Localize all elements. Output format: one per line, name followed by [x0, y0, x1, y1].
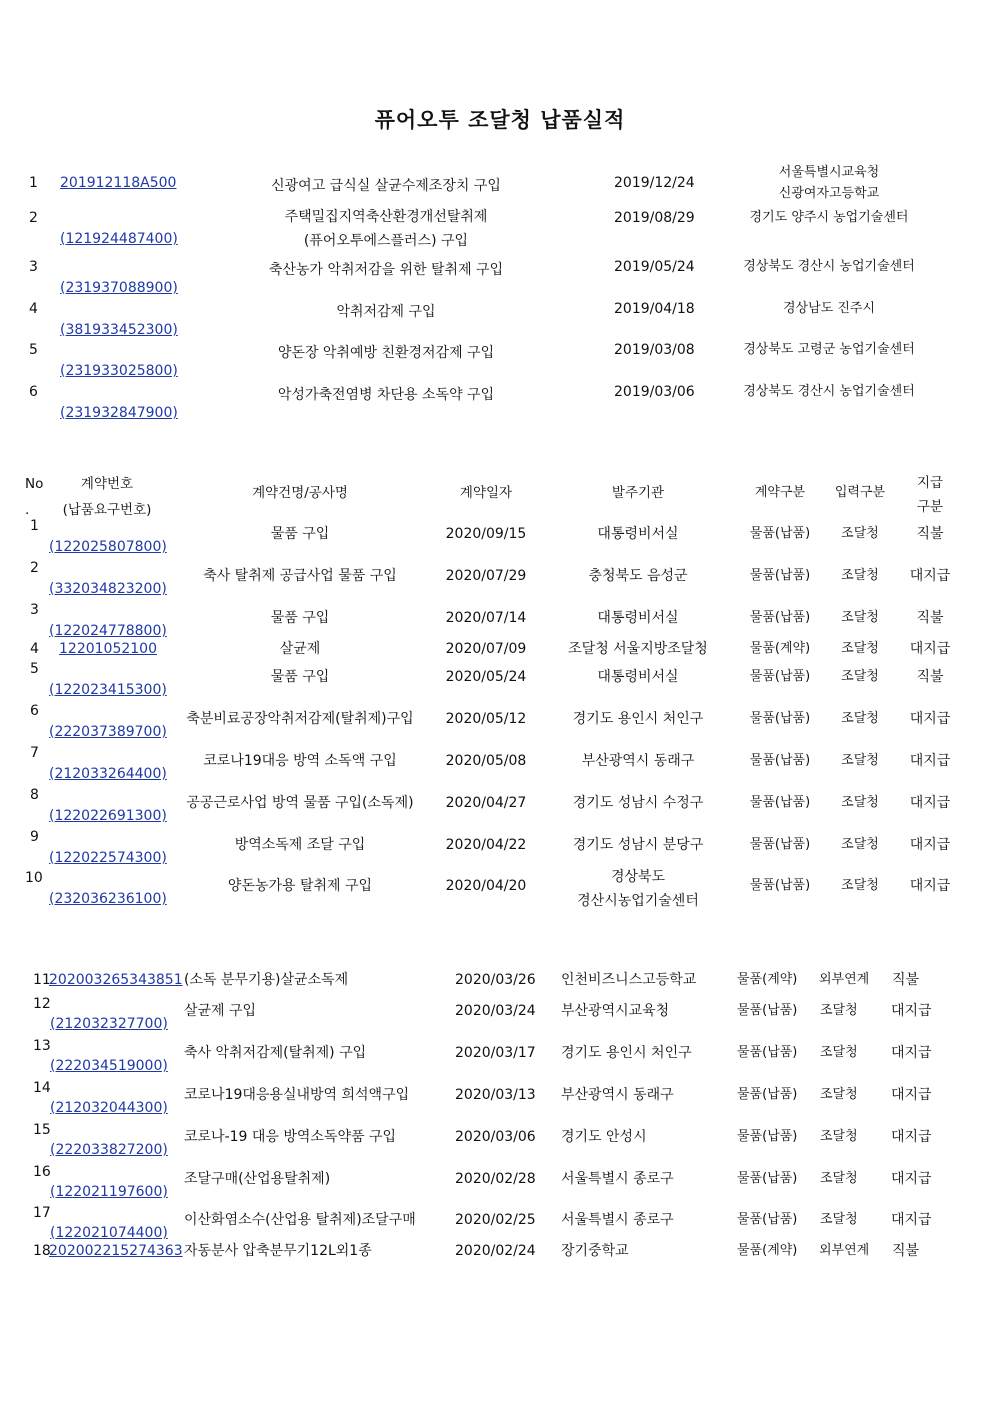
input-type: 조달청	[841, 837, 879, 852]
ordering-agency: 부산광역시교육청	[561, 1003, 670, 1019]
contract-date: 2020/02/25	[455, 1212, 536, 1228]
contract-date: 2020/09/15	[445, 526, 527, 542]
record-number: 1	[29, 175, 38, 191]
contract-title: 악취저감제 구입	[336, 304, 436, 320]
ordering-agency: 충청북도 음성군	[588, 568, 688, 584]
contract-date: 2020/02/28	[455, 1171, 536, 1187]
payment-type: 대지급	[909, 711, 951, 727]
record-number: 13	[33, 1038, 51, 1054]
record-number: 12	[33, 996, 51, 1012]
contract-title: 코로나-19 대응 방역소독약품 구입	[184, 1129, 397, 1145]
header-contract-number: 계약번호 (납품요구번호)	[62, 476, 152, 518]
ordering-agency: 경기도 용인시 처인구	[561, 1045, 692, 1061]
payment-type: 대지급	[891, 1087, 932, 1103]
order-code-link[interactable]: (122025807800)	[49, 539, 167, 555]
header-payment-type: 지급 구분	[916, 475, 944, 515]
input-type: 조달청	[841, 878, 879, 893]
contract-type: 물품(납품)	[749, 526, 811, 541]
contract-title: 축분비료공장악취저감제(탈취제)구입	[186, 711, 414, 727]
contract-title: 물품 구입	[270, 526, 330, 542]
contract-date: 2020/05/08	[445, 753, 527, 769]
contract-type: 물품(납품)	[749, 669, 811, 684]
ordering-agency: 서울특별시 종로구	[561, 1171, 674, 1187]
contract-title: 코로나19대응 방역 소독액 구입	[203, 753, 397, 769]
record-number: 11	[33, 972, 51, 988]
order-code-link[interactable]: (122023415300)	[49, 682, 167, 698]
ordering-agency: 대통령비서실	[597, 669, 679, 685]
ordering-agency: 장기중학교	[561, 1243, 629, 1259]
ordering-agency: 경기도 안성시	[561, 1129, 647, 1145]
record-number: 2	[30, 560, 39, 576]
payment-type: 직불	[916, 526, 944, 542]
record-number: 7	[30, 745, 39, 761]
contract-type: 물품(납품)	[737, 1129, 798, 1144]
payment-type: 대지급	[909, 795, 951, 811]
contract-type: 물품(계약)	[737, 1243, 798, 1258]
payment-type: 대지급	[909, 753, 951, 769]
contract-type: 물품(납품)	[737, 1087, 798, 1102]
contract-type: 물품(납품)	[749, 753, 811, 768]
input-type: 조달청	[841, 753, 879, 768]
order-code-link[interactable]: (231933025800)	[60, 363, 178, 379]
order-code-link[interactable]: (122022574300)	[49, 850, 167, 866]
record-number: 14	[33, 1080, 51, 1096]
header-contract-date: 계약일자	[459, 485, 513, 501]
payment-type: 대지급	[891, 1045, 932, 1061]
contract-type: 물품(납품)	[749, 711, 811, 726]
header-no: No .	[25, 476, 44, 518]
page-title: 퓨어오투 조달청 납품실적	[374, 108, 626, 132]
payment-type: 직불	[916, 669, 944, 685]
input-type: 조달청	[841, 526, 879, 541]
record-number: 9	[30, 829, 39, 845]
contract-title: 양돈농가용 탈취제 구입	[227, 878, 373, 894]
order-code-link[interactable]: (212032044300)	[50, 1100, 168, 1116]
contract-date: 2020/03/06	[455, 1129, 536, 1145]
contract-title: 악성가축전염병 차단용 소독약 구입	[277, 387, 495, 403]
contract-date: 2020/05/12	[445, 711, 527, 727]
order-code-link[interactable]: 202003265343851	[49, 972, 183, 988]
record-number: 6	[30, 703, 39, 719]
input-type: 조달청	[820, 1129, 858, 1144]
record-number: 16	[33, 1164, 51, 1180]
contract-date: 2020/04/22	[445, 837, 527, 853]
contract-date: 2019/12/24	[614, 175, 695, 191]
input-type: 조달청	[820, 1045, 858, 1060]
contract-date: 2020/07/14	[445, 610, 527, 626]
input-type: 외부연계	[819, 1243, 870, 1258]
contract-date: 2020/05/24	[445, 669, 527, 685]
contract-date: 2019/05/24	[614, 259, 695, 275]
record-number: 8	[30, 787, 39, 803]
order-code-link[interactable]: (231937088900)	[60, 280, 178, 296]
record-number: 5	[29, 342, 38, 358]
contract-title: 물품 구입	[270, 669, 330, 685]
record-number: 18	[33, 1243, 51, 1259]
order-code-link[interactable]: 12201052100	[59, 641, 157, 657]
payment-type: 대지급	[891, 1003, 932, 1019]
contract-date: 2019/03/06	[614, 384, 695, 400]
ordering-agency: 인천비즈니스고등학교	[561, 972, 697, 988]
header-input-type: 입력구분	[834, 485, 886, 500]
order-code-link[interactable]: (212033264400)	[49, 766, 167, 782]
record-number: 3	[30, 602, 39, 618]
ordering-agency: 대통령비서실	[597, 610, 679, 626]
input-type: 조달청	[841, 610, 879, 625]
ordering-agency: 경기도 성남시 분당구	[572, 837, 704, 853]
input-type: 조달청	[841, 641, 879, 656]
payment-type: 대지급	[891, 1129, 932, 1145]
ordering-agency: 조달청 서울지방조달청	[568, 641, 708, 657]
order-code-link[interactable]: (222034519000)	[50, 1058, 168, 1074]
contract-title: 살균제	[279, 641, 321, 657]
contract-title: 살균제 구입	[184, 1003, 257, 1019]
contract-date: 2020/03/26	[455, 972, 536, 988]
contract-title: 물품 구입	[270, 610, 330, 626]
input-type: 조달청	[841, 669, 879, 684]
contract-type: 물품(납품)	[749, 795, 811, 810]
ordering-agency: 경기도 용인시 처인구	[572, 711, 704, 727]
contract-date: 2020/07/09	[445, 641, 527, 657]
ordering-agency: 경기도 양주시 농업기술센터	[749, 210, 909, 225]
ordering-agency: 경상북도 경산시 농업기술센터	[743, 384, 915, 399]
input-type: 조달청	[820, 1003, 858, 1018]
contract-type: 물품(계약)	[737, 972, 798, 987]
payment-type: 대지급	[891, 1212, 932, 1228]
order-code-link[interactable]: (122021074400)	[50, 1225, 168, 1241]
contract-type: 물품(납품)	[749, 878, 811, 893]
payment-type: 대지급	[909, 641, 951, 657]
record-number: 17	[33, 1205, 51, 1221]
header-contract-title: 계약건명/공사명	[252, 485, 348, 501]
contract-date: 2020/03/17	[455, 1045, 536, 1061]
contract-title: 공공근로사업 방역 물품 구입(소독제)	[186, 795, 414, 811]
ordering-agency: 부산광역시 동래구	[581, 753, 695, 769]
contract-date: 2020/03/13	[455, 1087, 536, 1103]
payment-type: 대지급	[909, 878, 951, 894]
record-number: 4	[29, 301, 38, 317]
record-number: 15	[33, 1122, 51, 1138]
contract-title: 코로나19대응용실내방역 희석액구입	[184, 1087, 410, 1103]
contract-title: 신광여고 급식실 살균수제조장치 구입	[271, 178, 501, 194]
input-type: 조달청	[841, 568, 879, 583]
record-number: 1	[30, 518, 39, 534]
input-type: 조달청	[841, 711, 879, 726]
contract-date: 2020/04/20	[445, 878, 527, 894]
record-number: 5	[30, 661, 39, 677]
contract-type: 물품(계약)	[749, 641, 811, 656]
contract-type: 물품(납품)	[749, 568, 811, 583]
ordering-agency: 경상북도 경산시농업기술센터	[577, 869, 699, 909]
contract-date: 2019/08/29	[614, 210, 695, 226]
contract-title: 자동분사 압축분무기12L외1종	[184, 1243, 372, 1259]
header-ordering-agency: 발주기관	[611, 485, 665, 501]
contract-type: 물품(납품)	[749, 837, 811, 852]
contract-type: 물품(납품)	[749, 610, 811, 625]
contract-date: 2020/04/27	[445, 795, 527, 811]
record-number: 10	[25, 870, 43, 886]
record-number: 6	[29, 384, 38, 400]
order-code-link[interactable]: (332034823200)	[49, 581, 167, 597]
order-code-link[interactable]: 201912118A500	[60, 175, 177, 191]
contract-type: 물품(납품)	[737, 1212, 798, 1227]
ordering-agency: 경상남도 진주시	[782, 301, 876, 316]
contract-date: 2020/03/24	[455, 1003, 536, 1019]
order-code-link[interactable]: (222033827200)	[50, 1142, 168, 1158]
payment-type: 대지급	[909, 837, 951, 853]
input-type: 조달청	[820, 1087, 858, 1102]
ordering-agency: 경상북도 고령군 농업기술센터	[743, 342, 915, 357]
order-code-link[interactable]: (122024778800)	[49, 623, 167, 639]
order-code-link[interactable]: (232036236100)	[49, 891, 167, 907]
payment-type: 직불	[892, 972, 920, 988]
input-type: 조달청	[841, 795, 879, 810]
payment-type: 대지급	[891, 1171, 932, 1187]
contract-title: 이산화염소수(산업용 탈취제)조달구매	[184, 1212, 416, 1228]
contract-date: 2020/02/24	[455, 1243, 536, 1259]
contract-title: (소독 분무기용)살균소독제	[184, 972, 349, 988]
order-code-link[interactable]: (121924487400)	[60, 231, 178, 247]
payment-type: 직불	[892, 1243, 920, 1259]
contract-title: 축사 탈취제 공급사업 물품 구입	[203, 568, 397, 584]
ordering-agency: 대통령비서실	[597, 526, 679, 542]
contract-title: 축사 악취저감제(탈취제) 구입	[184, 1045, 367, 1061]
order-code-link[interactable]: (122021197600)	[50, 1184, 168, 1200]
header-contract-type: 계약구분	[754, 485, 806, 500]
order-code-link[interactable]: (212032327700)	[50, 1016, 168, 1032]
payment-type: 대지급	[909, 568, 951, 584]
contract-title: 방역소독제 조달 구입	[234, 837, 366, 853]
contract-type: 물품(납품)	[737, 1003, 798, 1018]
ordering-agency: 경상북도 경산시 농업기술센터	[743, 259, 915, 274]
contract-title: 양돈장 악취예방 친환경저감제 구입	[277, 345, 495, 361]
input-type: 조달청	[820, 1212, 858, 1227]
order-code-link[interactable]: 202002215274363	[49, 1243, 183, 1259]
contract-type: 물품(납품)	[737, 1171, 798, 1186]
contract-title: 주택밀집지역축산환경개선탈취제 (퓨어오투에스플러스) 구입	[284, 209, 488, 249]
contract-title: 조달구매(산업용탈취제)	[184, 1171, 331, 1187]
order-code-link[interactable]: (381933452300)	[60, 322, 178, 338]
ordering-agency: 서울특별시교육청 신광여자고등학교	[778, 165, 880, 201]
input-type: 외부연계	[819, 972, 870, 987]
ordering-agency: 경기도 성남시 수정구	[572, 795, 704, 811]
payment-type: 직불	[916, 610, 944, 626]
contract-title: 축산농가 악취저감을 위한 탈취제 구입	[268, 262, 504, 278]
ordering-agency: 서울특별시 종로구	[561, 1212, 674, 1228]
ordering-agency: 부산광역시 동래구	[561, 1087, 674, 1103]
order-code-link[interactable]: (222037389700)	[49, 724, 167, 740]
input-type: 조달청	[820, 1171, 858, 1186]
contract-date: 2019/04/18	[614, 301, 695, 317]
contract-type: 물품(납품)	[737, 1045, 798, 1060]
record-number: 2	[29, 210, 38, 226]
record-number: 3	[29, 259, 38, 275]
order-code-link[interactable]: (231932847900)	[60, 405, 178, 421]
order-code-link[interactable]: (122022691300)	[49, 808, 167, 824]
record-number: 4	[30, 641, 39, 657]
contract-date: 2019/03/08	[614, 342, 695, 358]
contract-date: 2020/07/29	[445, 568, 527, 584]
